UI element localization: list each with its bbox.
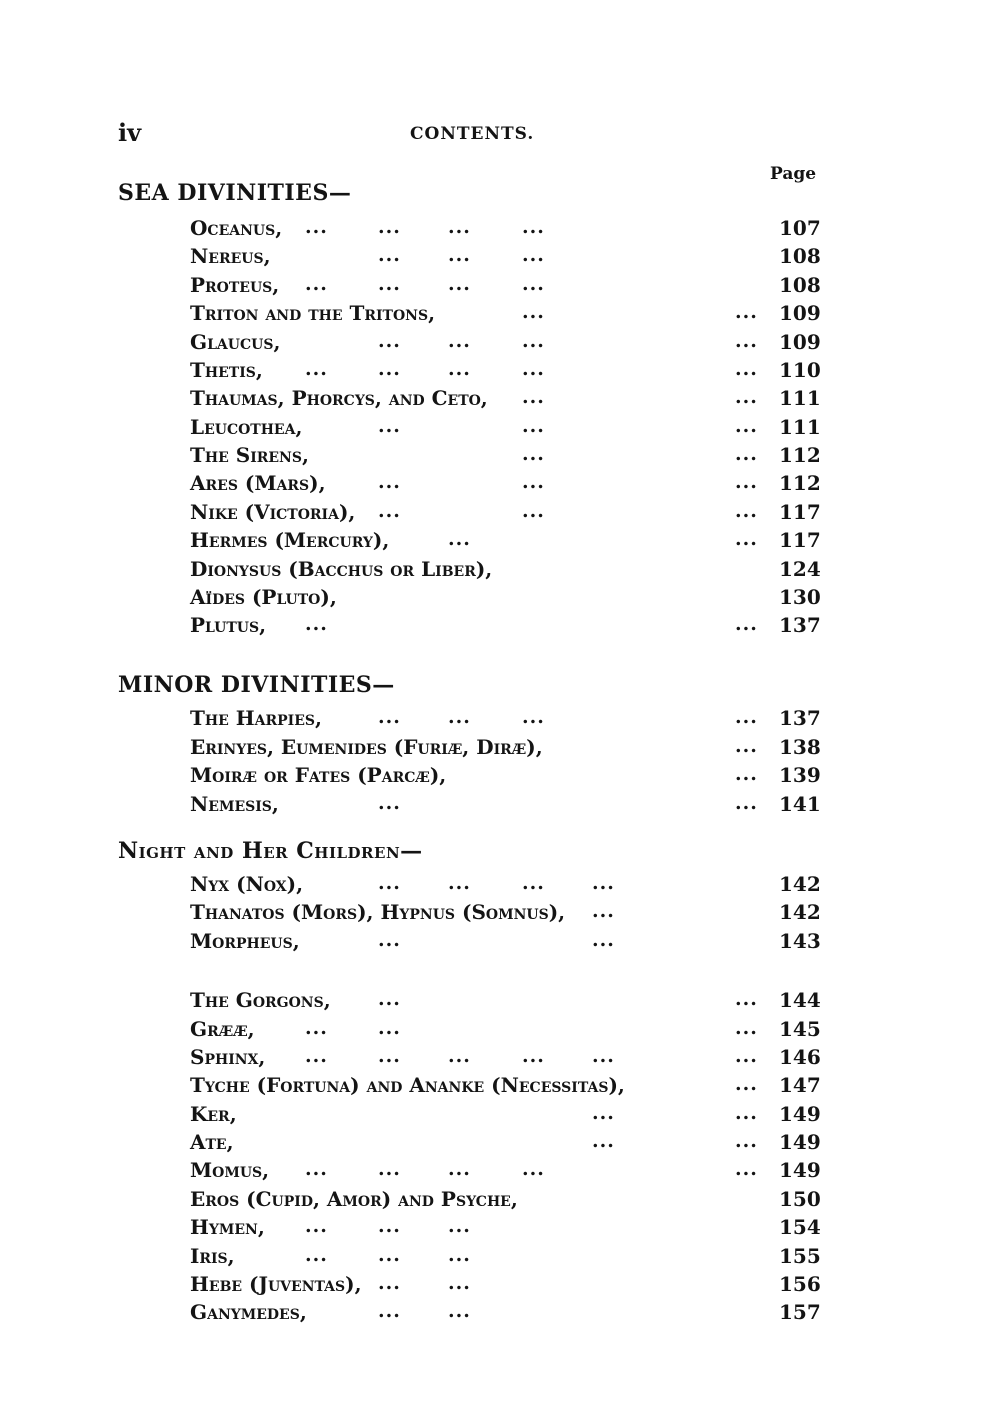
- entry-page-number: 157: [779, 1300, 821, 1324]
- leader-dots: ...: [522, 415, 545, 437]
- entry-page-number: 143: [779, 929, 821, 953]
- entry-page-number: 130: [779, 585, 821, 609]
- entry-name: Nereus,: [190, 244, 271, 268]
- leader-dots: ...: [378, 415, 401, 437]
- leader-dots: ...: [378, 358, 401, 380]
- page-title: CONTENTS.: [410, 124, 535, 144]
- toc-entry: [0, 273, 1000, 301]
- leader-dots: ...: [448, 706, 471, 728]
- entry-name: Nike (Victoria),: [190, 500, 356, 524]
- leader-dots: ...: [448, 1215, 471, 1237]
- entry-name: Tyche (Fortuna) and Ananke (Necessitas),: [190, 1073, 625, 1097]
- toc-entry: [0, 330, 1000, 358]
- leader-dots: ...: [735, 500, 758, 522]
- leader-dots: ...: [448, 244, 471, 266]
- entry-name: Grææ,: [190, 1017, 255, 1041]
- page-numeral: iv: [118, 118, 142, 147]
- leader-dots: ...: [592, 1045, 615, 1067]
- leader-dots: ...: [305, 1158, 328, 1180]
- entry-name: Proteus,: [190, 273, 280, 297]
- entry-name: Leucothea,: [190, 415, 303, 439]
- entry-name: The Sirens,: [190, 443, 309, 467]
- leader-dots: ...: [522, 358, 545, 380]
- entry-page-number: 150: [779, 1187, 821, 1211]
- entry-page-number: 107: [779, 216, 821, 240]
- entry-name: Ker,: [190, 1102, 237, 1126]
- toc-entry: [0, 872, 1000, 900]
- toc-entry: [0, 706, 1000, 734]
- leader-dots: ...: [735, 301, 758, 323]
- entry-name: Hebe (Juventas),: [190, 1272, 362, 1296]
- entry-page-number: 142: [779, 900, 821, 924]
- entry-name: Thaumas, Phorcys, and Ceto,: [190, 386, 488, 410]
- entry-name: Ate,: [190, 1130, 234, 1154]
- leader-dots: ...: [378, 988, 401, 1010]
- entry-name: Sphinx,: [190, 1045, 266, 1069]
- toc-entry: [0, 735, 1000, 763]
- leader-dots: ...: [448, 1158, 471, 1180]
- leader-dots: ...: [522, 1045, 545, 1067]
- entry-page-number: 144: [779, 988, 821, 1012]
- leader-dots: ...: [735, 988, 758, 1010]
- leader-dots: ...: [522, 244, 545, 266]
- entry-page-number: 108: [779, 244, 821, 268]
- toc-entry: [0, 1073, 1000, 1101]
- entry-page-number: 141: [779, 792, 821, 816]
- leader-dots: ...: [522, 706, 545, 728]
- entry-name: Hermes (Mercury),: [190, 528, 390, 552]
- entry-page-number: 109: [779, 330, 821, 354]
- entry-page-number: 155: [779, 1244, 821, 1268]
- entry-name: Thanatos (Mors), Hypnus (Somnus),: [190, 900, 566, 924]
- entry-name: Momus,: [190, 1158, 270, 1182]
- page-column-label: Page: [770, 164, 817, 184]
- leader-dots: ...: [305, 358, 328, 380]
- leader-dots: ...: [378, 792, 401, 814]
- leader-dots: ...: [378, 471, 401, 493]
- entry-page-number: 156: [779, 1272, 821, 1296]
- leader-dots: ...: [735, 330, 758, 352]
- leader-dots: ...: [522, 330, 545, 352]
- leader-dots: ...: [448, 330, 471, 352]
- toc-entry: [0, 415, 1000, 443]
- leader-dots: ...: [735, 1102, 758, 1124]
- entry-name: Glaucus,: [190, 330, 281, 354]
- leader-dots: ...: [592, 929, 615, 951]
- section-heading-minor: MINOR DIVINITIES—: [118, 672, 395, 698]
- leader-dots: ...: [378, 706, 401, 728]
- leader-dots: ...: [378, 1158, 401, 1180]
- toc-entry: [0, 1300, 1000, 1328]
- entry-name: Hymen,: [190, 1215, 265, 1239]
- leader-dots: ...: [592, 1130, 615, 1152]
- leader-dots: ...: [592, 900, 615, 922]
- entry-name: Thetis,: [190, 358, 263, 382]
- toc-entry: [0, 386, 1000, 414]
- entry-name: Ganymedes,: [190, 1300, 307, 1324]
- toc-entry: [0, 500, 1000, 528]
- toc-entry: [0, 900, 1000, 928]
- leader-dots: ...: [735, 735, 758, 757]
- leader-dots: ...: [305, 1045, 328, 1067]
- leader-dots: ...: [305, 1215, 328, 1237]
- leader-dots: ...: [378, 872, 401, 894]
- entry-name: Moiræ or Fates (Parcæ),: [190, 763, 447, 787]
- leader-dots: ...: [735, 1045, 758, 1067]
- entry-page-number: 137: [779, 613, 821, 637]
- entry-page-number: 147: [779, 1073, 821, 1097]
- leader-dots: ...: [378, 273, 401, 295]
- leader-dots: ...: [522, 1158, 545, 1180]
- leader-dots: ...: [735, 443, 758, 465]
- leader-dots: ...: [735, 358, 758, 380]
- entry-name: Triton and the Tritons,: [190, 301, 436, 325]
- entry-name: Ares (Mars),: [190, 471, 326, 495]
- leader-dots: ...: [735, 792, 758, 814]
- leader-dots: ...: [522, 471, 545, 493]
- toc-entry: [0, 988, 1000, 1016]
- leader-dots: ...: [448, 216, 471, 238]
- entry-name: Eros (Cupid, Amor) and Psyche,: [190, 1187, 518, 1211]
- entry-page-number: 146: [779, 1045, 821, 1069]
- leader-dots: ...: [378, 500, 401, 522]
- section-heading-sea: SEA DIVINITIES—: [118, 180, 352, 206]
- entry-name: Nyx (Nox),: [190, 872, 304, 896]
- leader-dots: ...: [378, 1272, 401, 1294]
- leader-dots: ...: [448, 1045, 471, 1067]
- entry-page-number: 108: [779, 273, 821, 297]
- toc-entry: [0, 763, 1000, 791]
- leader-dots: ...: [305, 1017, 328, 1039]
- leader-dots: ...: [448, 1300, 471, 1322]
- leader-dots: ...: [592, 1102, 615, 1124]
- entry-name: Morpheus,: [190, 929, 300, 953]
- entry-name: Iris,: [190, 1244, 235, 1268]
- leader-dots: ...: [448, 1244, 471, 1266]
- entry-page-number: 112: [779, 471, 821, 495]
- entry-page-number: 154: [779, 1215, 821, 1239]
- toc-entry: [0, 1215, 1000, 1243]
- leader-dots: ...: [378, 1215, 401, 1237]
- leader-dots: ...: [735, 1130, 758, 1152]
- toc-entry: [0, 301, 1000, 329]
- leader-dots: ...: [378, 1300, 401, 1322]
- leader-dots: ...: [522, 443, 545, 465]
- toc-entry: [0, 585, 1000, 613]
- leader-dots: ...: [522, 500, 545, 522]
- toc-entry: [0, 557, 1000, 585]
- leader-dots: ...: [735, 386, 758, 408]
- toc-entry: [0, 443, 1000, 471]
- entry-page-number: 139: [779, 763, 821, 787]
- toc-entry: [0, 929, 1000, 957]
- leader-dots: ...: [378, 244, 401, 266]
- entry-page-number: 149: [779, 1130, 821, 1154]
- entry-page-number: 149: [779, 1158, 821, 1182]
- entry-name: The Harpies,: [190, 706, 322, 730]
- leader-dots: ...: [735, 415, 758, 437]
- leader-dots: ...: [735, 706, 758, 728]
- entry-page-number: 110: [779, 358, 821, 382]
- entry-page-number: 149: [779, 1102, 821, 1126]
- leader-dots: ...: [735, 471, 758, 493]
- toc-entry: [0, 216, 1000, 244]
- toc-entry: [0, 792, 1000, 820]
- entry-name: Aïdes (Pluto),: [190, 585, 337, 609]
- leader-dots: ...: [522, 273, 545, 295]
- leader-dots: ...: [378, 216, 401, 238]
- entry-page-number: 112: [779, 443, 821, 467]
- leader-dots: ...: [378, 1244, 401, 1266]
- toc-entry: [0, 1244, 1000, 1272]
- leader-dots: ...: [305, 1244, 328, 1266]
- entry-name: Plutus,: [190, 613, 267, 637]
- leader-dots: ...: [522, 216, 545, 238]
- toc-entry: [0, 1102, 1000, 1130]
- entry-name: The Gorgons,: [190, 988, 331, 1012]
- entry-name: Oceanus,: [190, 216, 283, 240]
- leader-dots: ...: [448, 872, 471, 894]
- entry-name: Nemesis,: [190, 792, 279, 816]
- leader-dots: ...: [448, 1272, 471, 1294]
- entry-name: Dionysus (Bacchus or Liber),: [190, 557, 493, 581]
- entry-page-number: 138: [779, 735, 821, 759]
- leader-dots: ...: [378, 929, 401, 951]
- leader-dots: ...: [735, 613, 758, 635]
- leader-dots: ...: [448, 528, 471, 550]
- entry-page-number: 142: [779, 872, 821, 896]
- toc-entry: [0, 1045, 1000, 1073]
- leader-dots: ...: [378, 1045, 401, 1067]
- toc-entry: [0, 244, 1000, 272]
- leader-dots: ...: [305, 273, 328, 295]
- leader-dots: ...: [735, 1017, 758, 1039]
- leader-dots: ...: [735, 528, 758, 550]
- leader-dots: ...: [522, 301, 545, 323]
- leader-dots: ...: [448, 273, 471, 295]
- toc-entry: [0, 1130, 1000, 1158]
- toc-entry: [0, 1158, 1000, 1186]
- toc-entry: [0, 1272, 1000, 1300]
- leader-dots: ...: [522, 872, 545, 894]
- entry-page-number: 124: [779, 557, 821, 581]
- leader-dots: ...: [305, 613, 328, 635]
- leader-dots: ...: [735, 1073, 758, 1095]
- leader-dots: ...: [448, 358, 471, 380]
- leader-dots: ...: [378, 1017, 401, 1039]
- entry-page-number: 111: [779, 386, 821, 410]
- entry-name: Erinyes, Eumenides (Furiæ, Diræ),: [190, 735, 543, 759]
- section-heading-night: Night and Her Children—: [118, 838, 423, 864]
- entry-page-number: 117: [779, 528, 821, 552]
- toc-entry: [0, 613, 1000, 641]
- toc-entry: [0, 1017, 1000, 1045]
- entry-page-number: 111: [779, 415, 821, 439]
- entry-page-number: 145: [779, 1017, 821, 1041]
- leader-dots: ...: [592, 872, 615, 894]
- toc-entry: [0, 471, 1000, 499]
- leader-dots: ...: [735, 1158, 758, 1180]
- entry-page-number: 117: [779, 500, 821, 524]
- toc-entry: [0, 1187, 1000, 1215]
- leader-dots: ...: [378, 330, 401, 352]
- leader-dots: ...: [305, 216, 328, 238]
- entry-page-number: 137: [779, 706, 821, 730]
- entry-page-number: 109: [779, 301, 821, 325]
- toc-entry: [0, 358, 1000, 386]
- leader-dots: ...: [735, 763, 758, 785]
- toc-entry: [0, 528, 1000, 556]
- leader-dots: ...: [522, 386, 545, 408]
